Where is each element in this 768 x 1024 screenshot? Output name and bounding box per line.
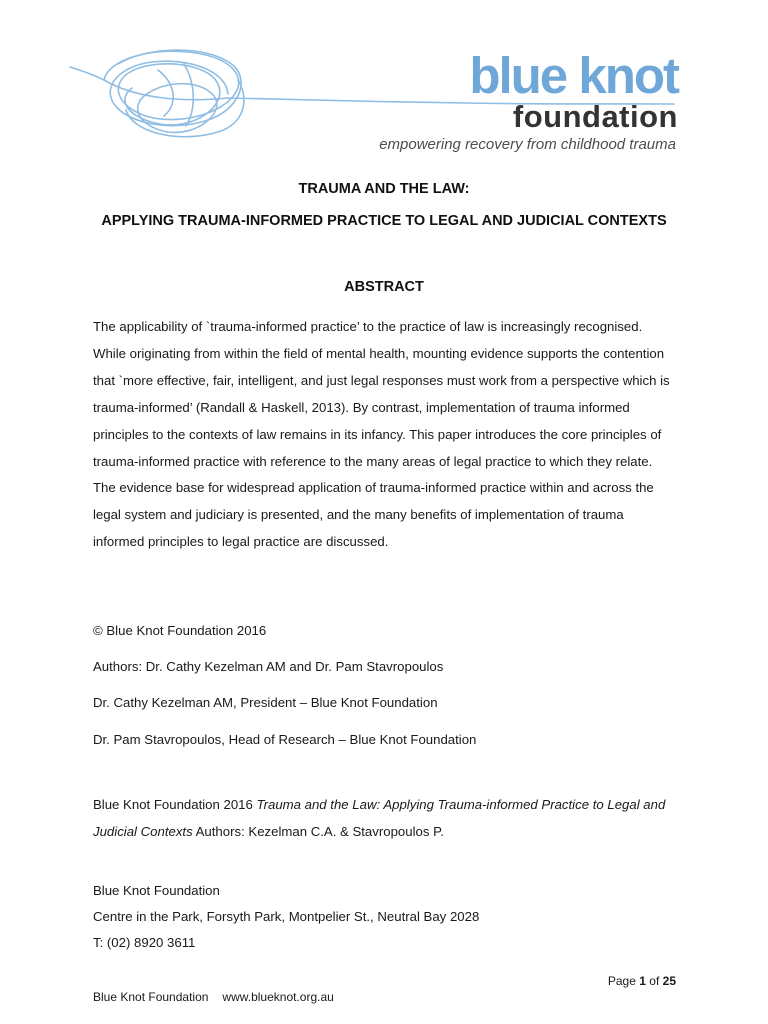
brand-name-foundation: foundation xyxy=(512,99,678,134)
footer-url[interactable]: www.blueknot.org.au xyxy=(222,990,334,1004)
address-org: Blue Knot Foundation xyxy=(93,883,220,898)
page-of: of xyxy=(649,974,660,988)
document-title-line2: APPLYING TRAUMA-INFORMED PRACTICE TO LEGAL AND JUDICIAL CONTEXTS xyxy=(101,213,667,229)
page-total: 25 xyxy=(662,974,676,988)
author-stavropoulos: Dr. Pam Stavropoulos, Head of Research – Blue Knot Foundation xyxy=(93,732,477,747)
authors-line: Authors: Dr. Cathy Kezelman AM and Dr. Pam Stavropoulos xyxy=(93,659,444,674)
citation-title: Trauma and the Law: Applying Trauma-informed Practice to Legal and Judicial Contexts xyxy=(93,797,666,839)
abstract-body: The applicability of `trauma-informed practice’ to the practice of law is increasingly recognised. While originating from within the field of mental health, mounting evidence supports the contention that `more effective, fair, intelligent, and just legal responses must work from a perspective which is trauma-informed’ (Randall & Haskell, 2013). By contrast, implementation of trauma informed principles to the contexts of law remains in its infancy. This paper introduces the core principles of trauma-informed practice with reference to the many areas of legal practice to which they relate. The evidence base for widespread application of trauma-informed practice within and across the legal system and judiciary is presented, and the many benefits of implementation of trauma informed principles to legal practice are discussed. xyxy=(93,319,670,550)
citation xyxy=(93,792,683,845)
document-title-line1: TRAUMA AND THE LAW: xyxy=(298,181,470,197)
address-phone: T: (02) 8920 3611 xyxy=(93,935,196,950)
abstract-heading: ABSTRACT xyxy=(344,279,424,295)
copyright-notice: © Blue Knot Foundation 2016 xyxy=(93,623,267,638)
page-footer xyxy=(93,988,334,1006)
brand-name-blue-knot: blue knot xyxy=(469,47,678,104)
page-number xyxy=(560,972,676,990)
address-street: Centre in the Park, Forsyth Park, Montpelier St., Neutral Bay 2028 xyxy=(93,909,480,924)
page-current: 1 xyxy=(639,974,646,988)
author-kezelman: Dr. Cathy Kezelman AM, President – Blue Knot Foundation xyxy=(93,695,438,710)
citation-suffix: Authors: Kezelman C.A. & Stavropoulos P. xyxy=(192,823,444,839)
page-word: Page xyxy=(607,974,636,988)
citation-prefix: Blue Knot Foundation 2016 xyxy=(93,797,257,812)
footer-org: Blue Knot Foundation xyxy=(93,990,209,1004)
brand-tagline: empowering recovery from childhood trauma xyxy=(379,136,676,153)
